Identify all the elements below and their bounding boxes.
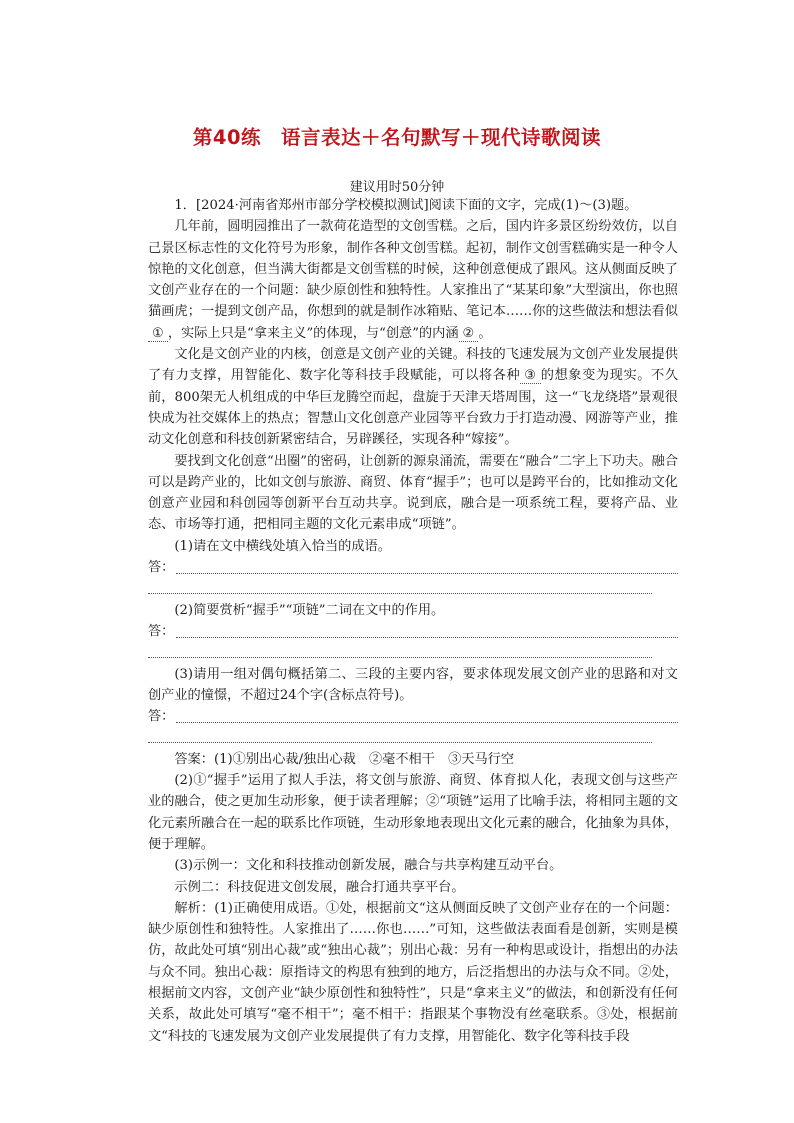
blank-1: ① [148, 326, 168, 342]
subquestion-2: (2)简要赏析“握手”“项链”二词在文中的作用。 [174, 602, 445, 618]
answer-label: 答： [148, 623, 175, 639]
answer-line-continued [148, 727, 678, 748]
answer-line [148, 706, 678, 727]
passage-text: 。 [478, 325, 492, 341]
suggested-time: 建议用时50分钟 [349, 180, 445, 195]
answer-2: (2)①“握手”运用了拟人手法，将文创与旅游、商贸、体育拟人化，表现文创与这些产业的融合，使之更加生动形象，便于读者理解；②“项链”运用了比喻手法，将相同主题的文化元素所融合在一起的联系比作项链，生动形象地表现出文化元素的融合，化抽象为具体，便于理解。 [148, 773, 678, 852]
answer-label: 答： [148, 709, 175, 725]
answer-line-continued [148, 642, 678, 663]
answer-label: 答： [148, 560, 175, 576]
passage-text: 的想象变为现实。不久前，800架无人机组成的中华巨龙腾空而起，盘旋于天津天塔周围，这一“飞龙绕塔”景观很快成为社交媒体上的热点；智慧山文化创意产业园等平台致力于打造动漫、网游等产业，推动文化创意和科技创新紧密结合，另辟蹊径，实现各种“嫁接”。 [148, 368, 679, 448]
passage-text: 几年前，圆明园推出了一款荷花造型的文创雪糕。之后，国内许多景区纷纷效仿，以自己景区标志性的文化符号为形象，制作各种文创雪糕。起初，制作文创雪糕确实是一种令人惊艳的文化创意，但当满大街都是文创雪糕的时候，这种创意便成了跟风。这从侧面反映了文创产业存在的一个问题：缺少原创性和独特性。人家推出了“某某印象”大型演出，你也照猫画虎；一提到文创产品，你想到的就是制作冰箱贴、笔记本……你的这些做法和想法看似 [148, 219, 678, 320]
passage-text: ，实际上只是“拿来主义”的体现，与“创意”的内涵 [167, 325, 459, 341]
blank-2: ② [459, 326, 479, 342]
answer-4: 示例二：科技促进文创发展，融合打通共享平台。 [174, 879, 465, 895]
answer-line [148, 557, 678, 578]
page-title: 第40练 语言表达＋名句默写＋现代诗歌阅读 [192, 126, 602, 149]
blank-3: ③ [520, 368, 540, 384]
content-body [148, 195, 678, 1047]
answer-line-continued [148, 578, 678, 599]
dotted-line [148, 742, 652, 743]
analysis: 解析：(1)正确使用成语。①处，根据前文“这从侧面反映了文创产业存在的一个问题：缺少原创性和独特性。人家推出了……你也……”可知，这些做法表面看是创新，实则是模仿，故此处可填“别出心裁”或“独出心裁”；别出心裁：另有一种构思或设计，指想出的办法与众不同。独出心裁：原指诗文的构思有独到的地方，后泛指想出的办法与众不同。②处，根据前文内容，文创产业“缺少原创性和独特性”，只是“拿来主义”的做法，和创新没有任何关系，故此处可填写“毫不相干”；毫不相干：指跟某个事物没有丝毫联系。③处，根据前文“科技的飞速发展为文创产业发展提供了有力支撑，用智能化、数字化等科技手段 [148, 900, 678, 1044]
dotted-line [176, 560, 678, 574]
dotted-line [148, 593, 652, 594]
dotted-line [148, 657, 652, 658]
passage-paragraph-1 [148, 216, 678, 344]
answer-1: 答案：(1)①别出心裁/独出心裁 ②毫不相干 ③天马行空 [174, 751, 515, 767]
passage-paragraph-2 [148, 344, 678, 450]
dotted-line [176, 624, 678, 638]
passage-text: 文化是文创产业的内核，创意是文创产业的关键。科技的飞速发展为文创产业发展提供了有力支撑，用智能化、数字化等科技手段赋能，可以将各种 [148, 347, 678, 384]
passage-paragraph-3: 要找到文化创意“出圈”的密码，让创新的源泉涌流，需要在“融合”二字上下功夫。融合可以是跨产业的，比如文创与旅游、商贸、体育“握手”；也可以是跨平台的，比如推动文化创意产业园和科创园等创新平台互动共享。说到底，融合是一项系统工程，要将产品、业态、市场等打通，把相同主题的文化元素串成“项链”。 [148, 453, 678, 533]
subquestion-3: (3)请用一组对偶句概括第二、三段的主要内容，要求体现发展文创产业的思路和对文创产业的憧憬，不超过24个字(含标点符号)。 [148, 666, 678, 703]
subquestion-1: (1)请在文中横线处填入恰当的成语。 [174, 538, 391, 554]
answer-line [148, 621, 678, 642]
dotted-line [176, 709, 678, 723]
question-header: 1．[2024·河南省郑州市部分学校模拟测试]阅读下面的文字，完成(1)～(3)题。 [174, 198, 638, 213]
answer-3: (3)示例一：文化和科技推动创新发展，融合与共享构建互动平台。 [174, 858, 563, 874]
